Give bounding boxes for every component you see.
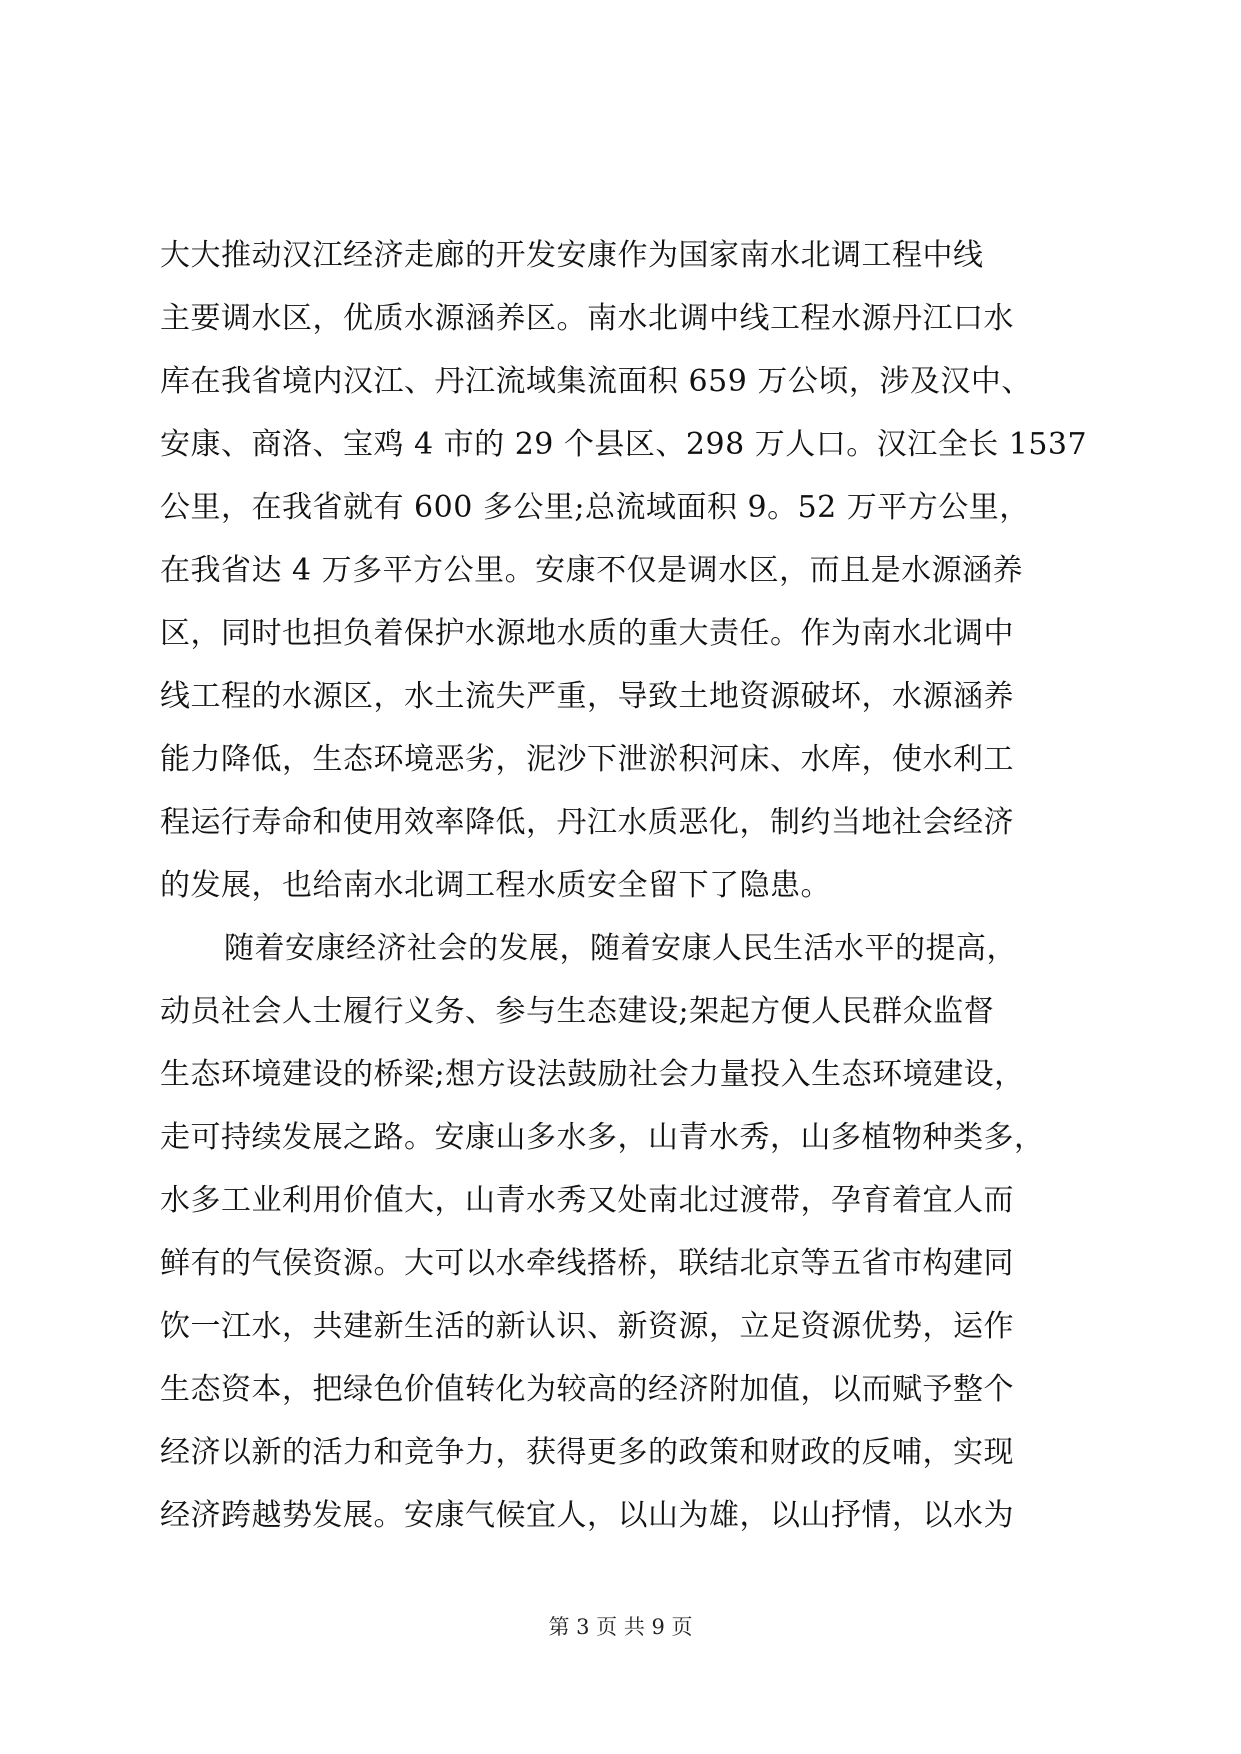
text-line: 能力降低，生态环境恶劣，泥沙下泄淤积河床、水库，使水利工 bbox=[160, 742, 1014, 777]
text-line: 在我省达 4 万多平方公里。安康不仅是调水区，而且是水源涵养 bbox=[160, 553, 1024, 588]
text-line: 大大推动汉江经济走廊的开发安康作为国家南水北调工程中线 bbox=[160, 238, 984, 273]
text-line: 区，同时也担负着保护水源地水质的重大责任。作为南水北调中 bbox=[160, 616, 1014, 651]
page-number-footer: 第 3 页 共 9 页 bbox=[548, 1615, 693, 1639]
text-line: 动员社会人士履行义务、参与生态建设;架起方便人民群众监督 bbox=[160, 994, 995, 1029]
text-line: 鲜有的气侯资源。大可以水牵线搭桥，联结北京等五省市构建同 bbox=[160, 1246, 1014, 1281]
text-line: 线工程的水源区，水土流失严重，导致土地资源破坏，水源涵养 bbox=[160, 679, 1014, 714]
text-line: 库在我省境内汉江、丹江流域集流面积 659 万公顷，涉及汉中、 bbox=[160, 364, 1032, 399]
text-line: 的发展，也给南水北调工程水质安全留下了隐患。 bbox=[160, 868, 831, 903]
paragraph-2 bbox=[160, 917, 1096, 1547]
text-line: 走可持续发展之路。安康山多水多，山青水秀，山多植物种类多， bbox=[160, 1120, 1045, 1155]
text-line: 程运行寿命和使用效率降低，丹江水质恶化，制约当地社会经济 bbox=[160, 805, 1014, 840]
text-line: 生态环境建设的桥梁;想方设法鼓励社会力量投入生态环境建设， bbox=[160, 1057, 1025, 1092]
text-line: 经济以新的活力和竞争力，获得更多的政策和财政的反哺，实现 bbox=[160, 1435, 1014, 1470]
text-line: 主要调水区，优质水源涵养区。南水北调中线工程水源丹江口水 bbox=[160, 301, 1014, 336]
text-line: 饮一江水，共建新生活的新认识、新资源，立足资源优势，运作 bbox=[160, 1309, 1014, 1344]
text-line: 经济跨越势发展。安康气候宜人，以山为雄，以山抒情，以水为 bbox=[160, 1498, 1014, 1533]
text-line: 随着安康经济社会的发展，随着安康人民生活水平的提高， bbox=[224, 931, 1017, 966]
text-line: 公里，在我省就有 600 多公里;总流域面积 9。52 万平方公里， bbox=[160, 490, 1030, 525]
body-text bbox=[160, 224, 1096, 1547]
text-line: 安康、商洛、宝鸡 4 市的 29 个县区、298 万人口。汉江全长 1537 bbox=[160, 427, 1088, 462]
paragraph-1 bbox=[160, 224, 1096, 917]
text-line: 生态资本，把绿色价值转化为较高的经济附加值，以而赋予整个 bbox=[160, 1372, 1014, 1407]
text-line: 水多工业利用价值大，山青水秀又处南北过渡带，孕育着宜人而 bbox=[160, 1183, 1014, 1218]
